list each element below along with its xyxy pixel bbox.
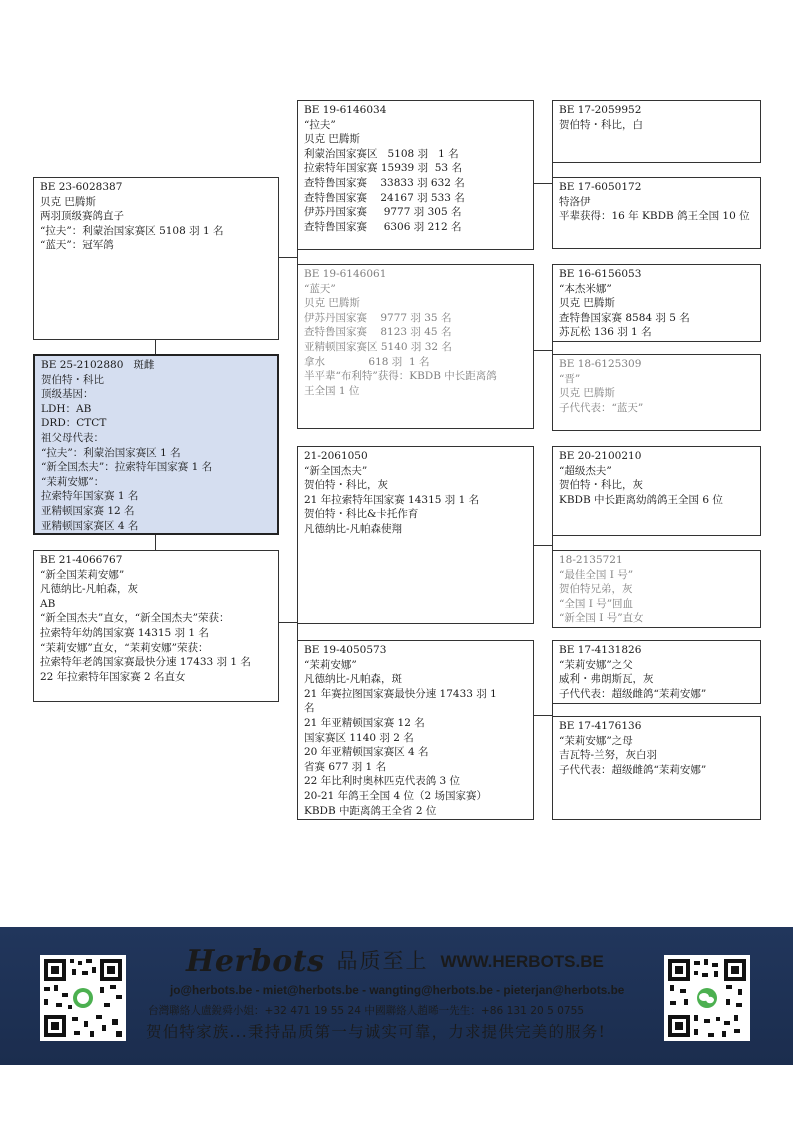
card-line: BE 25-2102880 斑雌 [41, 359, 155, 371]
dam-card [33, 550, 279, 702]
card-line: 贝克 巴腾斯 [304, 133, 360, 146]
card-line: “新全国杰夫” [304, 464, 368, 477]
card-line: DRD：CTCT [41, 417, 107, 430]
card-line: 21-2061050 [304, 450, 368, 462]
connector-gp-dd [533, 715, 553, 716]
card-line: “蓝天”：冠军鸽 [40, 239, 114, 252]
card-line: 贝克 巴腾斯 [40, 195, 96, 208]
card-line: “新全国杰夫”直女，“新全国杰夫”荣获： [40, 612, 230, 625]
card-line: BE 19-4050573 [304, 644, 387, 656]
card-line: “蓝天” [304, 282, 336, 295]
card-line: 查特鲁国家赛 33833 羽 632 名 [304, 176, 465, 189]
card-line: “全国 I 号”回血 [559, 597, 634, 610]
card-line: BE 21-4066767 [40, 554, 123, 566]
card-line: 拉索特年国家赛 1 名 [41, 490, 139, 503]
card-line: 亚精顿国家赛区 4 名 [41, 519, 139, 532]
card-line: KBDB 中长距离幼鸽鸽王全国 6 位 [559, 493, 723, 506]
grandsire-dam-side-card [297, 446, 534, 624]
card-line: 特洛伊 [559, 195, 591, 208]
card-line: 20-21 年鸽王全国 4 位（2 场国家赛） [304, 789, 487, 802]
great-grandparent-8-card [552, 716, 761, 820]
card-line: 子代代表：超级雌鸽“茉莉安娜” [559, 763, 707, 776]
card-line: 贺伯特・科比 [41, 373, 104, 386]
card-line: KBDB 中距离鸽王全省 2 位 [304, 804, 437, 817]
card-line: 祖父母代表： [41, 431, 104, 444]
card-line: 拉索特年幼鸽国家赛 14315 羽 1 名 [40, 626, 209, 639]
card-line: 王全国 1 位 [304, 384, 360, 397]
company-motto: 贺伯特家族...秉持品质第一与诚实可靠，力求提供完美的服务! [146, 1023, 607, 1041]
card-line: BE 17-4176136 [559, 720, 642, 732]
card-line: 子代代表：“蓝天” [559, 401, 644, 414]
card-line: 伊苏丹国家赛 9777 羽 305 名 [304, 206, 462, 219]
card-line: BE 17-2059952 [559, 104, 642, 116]
card-line: 苏瓦松 136 羽 1 名 [559, 326, 652, 339]
card-line: “新全国杰夫”：拉索特年国家赛 1 名 [41, 461, 213, 474]
card-line: 顶级基因： [41, 388, 94, 401]
card-line: “新全国茉莉安娜” [40, 568, 125, 581]
card-line: AB [40, 597, 56, 610]
qr-code-right[interactable] [664, 955, 750, 1041]
card-line: 查特鲁国家赛 8584 羽 5 名 [559, 311, 690, 324]
card-line: 两羽顶级赛鸽直子 [40, 210, 124, 223]
subject-pigeon-card [33, 354, 279, 535]
granddam-sire-side-card [297, 264, 534, 429]
great-grandparent-2-card [552, 177, 761, 249]
card-line: LDH：AB [41, 402, 92, 415]
card-line: 凡德纳比-凡帕森，斑 [304, 673, 403, 686]
card-line: “超级杰夫” [559, 464, 612, 477]
herbots-logo: Herbots [186, 944, 325, 979]
connector-gp-ds [533, 545, 553, 546]
card-line: BE 17-4131826 [559, 644, 642, 656]
card-line: 贺伯特・科比，白 [559, 118, 643, 131]
card-line: 21 年赛拉图国家赛最快分速 17433 羽 1 [304, 687, 497, 700]
card-line: 名 [304, 702, 315, 715]
card-line: 国家赛区 1140 羽 2 名 [304, 731, 414, 744]
card-line: “晋” [559, 372, 581, 385]
card-line: “新全国 I 号”直女 [559, 612, 644, 625]
card-line: BE 18-6125309 [559, 358, 642, 370]
great-grandparent-6-card [552, 550, 761, 628]
card-line: 18-2135721 [559, 554, 623, 566]
card-line: “茉莉安娜”直女，“茉莉安娜”荣获： [40, 641, 209, 654]
card-line: 伊苏丹国家赛 9777 羽 35 名 [304, 311, 452, 324]
card-line: 22 年比利时奥林匹克代表鸽 3 位 [304, 775, 461, 788]
card-line: 查特鲁国家赛 6306 羽 212 名 [304, 220, 462, 233]
card-line: 亚精顿国家赛区 5140 羽 32 名 [304, 340, 452, 353]
card-line: 拿水 618 羽 1 名 [304, 355, 430, 368]
card-line: “拉夫”：利蒙治国家赛区 5108 羽 1 名 [40, 224, 224, 237]
card-line: “茉莉安娜” [304, 658, 357, 671]
card-line: 22 年拉索特年国家赛 2 名直女 [40, 670, 186, 683]
card-line: 平辈获得：16 年 KBDB 鸽王全国 10 位 [559, 210, 750, 223]
granddam-dam-side-card [297, 640, 534, 820]
card-line: 21 年拉索特年国家赛 14315 羽 1 名 [304, 493, 480, 506]
card-line: BE 19-6146034 [304, 104, 387, 116]
card-line: 半平辈“布利特”获得：KBDB 中长距离鸽 [304, 370, 497, 383]
contact-emails[interactable]: jo@herbots.be - miet@herbots.be - wangting@herbots.be - pieterjan@herbots.be [170, 983, 625, 997]
card-line: 拉索特年国家赛 15939 羽 53 名 [304, 162, 462, 175]
card-line: “本杰米娜” [559, 282, 612, 295]
footer-brand-line [186, 944, 604, 978]
connector-sire [278, 257, 298, 258]
great-grandparent-5-card [552, 446, 761, 536]
card-line: “茉莉安娜”： [41, 475, 105, 488]
card-line: 贺伯特兄弟，灰 [559, 583, 633, 596]
card-line: 查特鲁国家赛 24167 羽 533 名 [304, 191, 465, 204]
connector-subject-sire [155, 339, 156, 354]
card-line: 省赛 677 羽 1 名 [304, 760, 387, 773]
card-line: “茉莉安娜”之父 [559, 658, 633, 671]
card-line: 威利・弗朗斯瓦，灰 [559, 673, 654, 686]
grandsire-sire-side-card [297, 100, 534, 250]
card-line: BE 19-6146061 [304, 268, 387, 280]
card-line: 贝克 巴腾斯 [304, 297, 360, 310]
great-grandparent-4-card [552, 354, 761, 431]
card-line: “茉莉安娜”之母 [559, 734, 633, 747]
great-grandparent-7-card [552, 640, 761, 704]
card-line: 利蒙治国家赛区 5108 羽 1 名 [304, 147, 459, 160]
great-grandparent-3-card [552, 264, 761, 342]
brand-slogan: 品质至上 [336, 949, 429, 973]
card-line: 子代代表：超级雌鸽“茉莉安娜” [559, 687, 707, 700]
sire-card [33, 177, 279, 340]
card-line: 凡德纳比-凡帕森，灰 [40, 583, 139, 596]
connector-gp-ss [533, 183, 553, 184]
card-line: “最佳全国 I 号” [559, 568, 634, 581]
card-line: 21 年亚精顿国家赛 12 名 [304, 716, 425, 729]
card-line: 贺伯特・科比&卡托作育 [304, 508, 419, 521]
connector-gp-sd [533, 350, 553, 351]
great-grandparent-1-card [552, 100, 761, 163]
contact-phones: 台灣聯絡人盧銳舜小姐：+32 471 19 55 24 中國聯絡人趙晞一先生：+86 131 20 5 0755 [148, 1005, 585, 1017]
website-link[interactable]: WWW.HERBOTS.BE [440, 952, 604, 971]
card-line: “拉夫”：利蒙治国家赛区 1 名 [41, 446, 181, 459]
connector-dam [278, 622, 298, 623]
card-line: 贝克 巴腾斯 [559, 387, 615, 400]
card-line: BE 23-6028387 [40, 181, 123, 193]
card-line: 贺伯特・科比，灰 [304, 479, 388, 492]
card-line: BE 16-6156053 [559, 268, 642, 280]
connector-subject-dam [155, 535, 156, 550]
card-line: 吉瓦特-兰努，灰白羽 [559, 749, 658, 762]
card-line: 拉索特年老鸽国家赛最快分速 17433 羽 1 名 [40, 656, 251, 669]
card-line: 贺伯特・科比，灰 [559, 479, 643, 492]
qr-code-left[interactable] [40, 955, 126, 1041]
card-line: “拉夫” [304, 118, 336, 131]
card-line: 凡德纳比-凡帕森使翔 [304, 522, 403, 535]
card-line: 亚精顿国家赛 12 名 [41, 504, 135, 517]
card-line: 20 年亚精顿国家赛区 4 名 [304, 746, 429, 759]
card-line: 查特鲁国家赛 8123 羽 45 名 [304, 326, 452, 339]
card-line: BE 17-6050172 [559, 181, 642, 193]
card-line: BE 20-2100210 [559, 450, 642, 462]
card-line: 贝克 巴腾斯 [559, 297, 615, 310]
